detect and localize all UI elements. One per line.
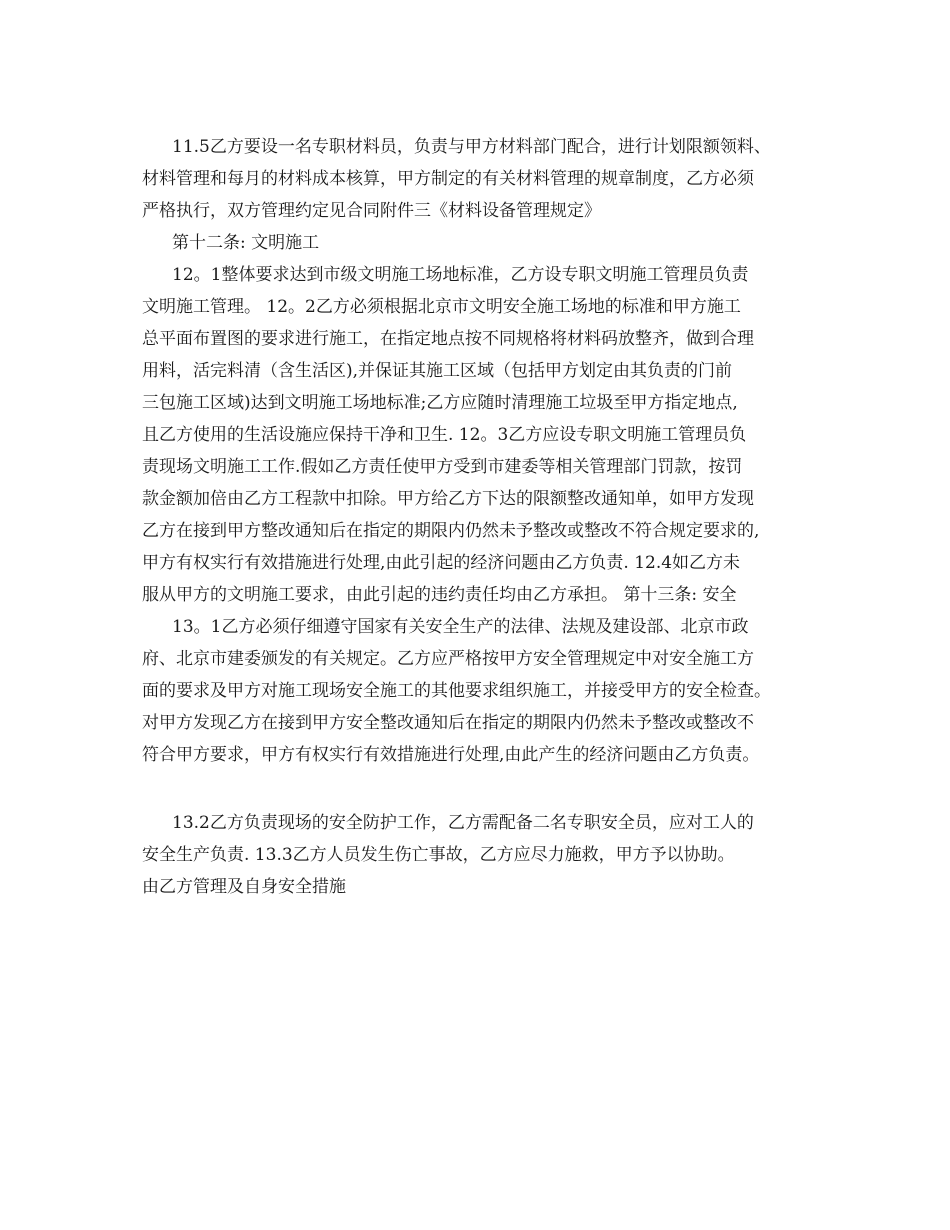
paragraph-12-line: 甲方有权实行有效措施进行处理,由此引起的经济问题由乙方负责. 12.4如乙方未 bbox=[142, 553, 741, 573]
article-12-heading: 第十二条: 文明施工 bbox=[172, 233, 320, 253]
paragraph-11-5-line: 严格执行，双方管理约定见合同附件三《材料设备管理规定》 bbox=[142, 201, 601, 221]
paragraph-12-line: 总平面布置图的要求进行施工，在指定地点按不同规格将材料码放整齐，做到合理 bbox=[142, 329, 754, 349]
paragraph-12-line: 款金额加倍由乙方工程款中扣除。甲方给乙方下达的限额整改通知单，如甲方发现 bbox=[142, 489, 754, 509]
paragraph-12-line: 责现场文明施工工作.假如乙方责任使甲方受到市建委等相关管理部门罚款，按罚 bbox=[142, 457, 743, 477]
paragraph-13-1-line: 面的要求及甲方对施工现场安全施工的其他要求组织施工，并接受甲方的安全检查。 bbox=[142, 681, 771, 701]
paragraph-11-5-line: 11.5乙方要设一名专职材料员，负责与甲方材料部门配合，进行计划限额领料、 bbox=[172, 137, 771, 157]
paragraph-12-line: 文明施工管理。 12。2乙方必须根据北京市文明安全施工场地的标准和甲方施工 bbox=[142, 297, 741, 317]
paragraph-13-1-line: 对甲方发现乙方在接到甲方安全整改通知后在指定的期限内仍然未予整改或整改不 bbox=[142, 713, 754, 733]
paragraph-13-2-line: 13.2乙方负责现场的安全防护工作，乙方需配备二名专职安全员，应对工人的 bbox=[172, 813, 754, 833]
paragraph-12-line: 乙方在接到甲方整改通知后在指定的期限内仍然未予整改或整改不符合规定要求的, bbox=[142, 521, 760, 541]
paragraph-13-1-line: 13。1乙方必须仔细遵守国家有关安全生产的法律、法规及建设部、北京市政 bbox=[172, 617, 749, 637]
paragraph-12-line: 用料，活完料清（含生活区),并保证其施工区域（包括甲方划定由其负责的门前 bbox=[142, 361, 733, 381]
paragraph-12-line: 且乙方使用的生活设施应保持干净和卫生. 12。3乙方应设专职文明施工管理员负 bbox=[142, 425, 747, 445]
paragraph-12-line: 12。1整体要求达到市级文明施工场地标准，乙方设专职文明施工管理员负责 bbox=[172, 265, 749, 285]
paragraph-12-line: 三包施工区域)达到文明施工场地标准;乙方应随时清理施工垃圾至甲方指定地点, bbox=[142, 393, 738, 413]
paragraph-13-1-line: 符合甲方要求，甲方有权实行有效措施进行处理,由此产生的经济问题由乙方负责。 bbox=[142, 745, 760, 765]
document-body bbox=[142, 131, 822, 903]
paragraph-13-2-line: 安全生产负责. 13.3乙方人员发生伤亡事故，乙方应尽力施救，甲方予以协助。 bbox=[142, 845, 735, 865]
paragraph-11-5-line: 材料管理和每月的材料成本核算，甲方制定的有关材料管理的规章制度，乙方必须 bbox=[142, 169, 754, 189]
paragraph-12-line: 服从甲方的文明施工要求，由此引起的违约责任均由乙方承担。 第十三条: 安全 bbox=[142, 585, 737, 605]
paragraph-13-1-line: 府、北京市建委颁发的有关规定。乙方应严格按甲方安全管理规定中对安全施工方 bbox=[142, 649, 754, 669]
paragraph-13-2-line: 由乙方管理及自身安全措施 bbox=[142, 877, 346, 897]
